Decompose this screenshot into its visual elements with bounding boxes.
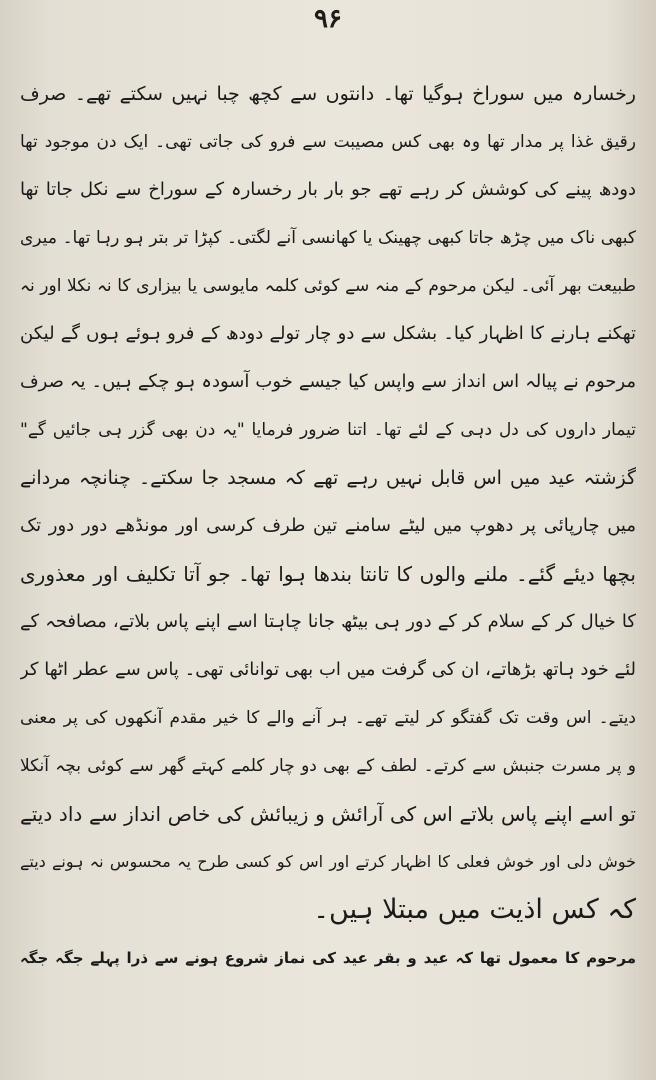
text-line: طبیعت بھر آئی۔ لیکن مرحوم کے منہ سے کوئی کلمہ مایوسی یا بیزاری کا نہ نکلا اور نہ — [20, 276, 636, 296]
text-line: کا خیال کر کے سلام کر کے دور ہی بیٹھ جانا چاہتا اسے اپنے پاس بلاتے، مصافحہ کے — [20, 611, 636, 632]
text-line: خوش دلی اور خوش فعلی کا اظہار کرتے اور اس کو کسی طرح یہ محسوس نہ ہونے دیتے — [20, 852, 636, 871]
text-line: دیتے۔ اس وقت تک گفتگو کر لیتے تھے۔ ہر آنے والے کا خیر مقدم آنکھوں کی پر معنی — [20, 708, 636, 728]
text-line: تیمار داروں کی دل دہی کے لئے تھا۔ اتنا ضرور فرمایا "یہ دن بھی گزر ہی جائیں گے" — [20, 420, 636, 440]
text-line: مرحوم کا معمول تھا کہ عید و بقر عید کی نماز شروع ہونے سے ذرا پہلے جگہ جگہ — [20, 949, 636, 967]
text-line: مرحوم نے پیالہ اس انداز سے واپس کیا جیسے خوب آسودہ ہو چکے ہیں۔ یہ صرف — [20, 371, 636, 392]
page-number: ۹۶ — [314, 4, 342, 34]
text-line: کبھی ناک میں چڑھ جاتا کبھی چھینک یا کھانسی آنے لگتی۔ کپڑا تر بتر ہو رہا تھا۔ میری — [20, 228, 636, 248]
text-line: بچھا دیئے گئے۔ ملنے والوں کا تانتا بندھا ہوا تھا۔ جو آتا تکلیف اور معذوری — [20, 562, 636, 586]
text-line: دودھ پینے کی کوشش کر رہے تھے جو بار بار رخسارہ کے سوراخ سے نکل جاتا تھا — [20, 179, 636, 200]
text-line: میں چارپائی پر دھوپ میں لیٹے سامنے تین طرف کرسی اور مونڈھے دور دور تک — [20, 515, 636, 536]
text-line: تو اسے اپنے پاس بلاتے اس کی آرائش و زیبائش کی خاص انداز سے داد دیتے — [20, 802, 636, 826]
text-line: گزشتہ عید میں اس قابل نہیں رہے تھے کہ مسجد جا سکتے۔ چنانچہ مردانے — [20, 467, 636, 489]
text-line: لئے خود ہاتھ بڑھاتے، ان کی گرفت میں اب بھی توانائی تھی۔ پاس سے عطر اٹھا کر — [20, 659, 636, 680]
text-line: تھکنے ہارنے کا اظہار کیا۔ بشکل سے دو چار تولے دودھ کے فرو ہوئے ہوں گے لیکن — [20, 323, 636, 344]
text-line: رخسارہ میں سوراخ ہوگیا تھا۔ دانتوں سے کچھ چبا نہیں سکتے تھے۔ صرف — [20, 83, 636, 105]
text-line: کہ کس اذیت میں مبتلا ہیں۔ — [313, 894, 636, 925]
text-line: و پر مسرت جنبش سے کرتے۔ لطف کے بھی دو چار کلمے کہتے گھر سے کوئی بچہ آنکلا — [20, 756, 636, 776]
text-line: رقیق غذا پر مدار تھا وہ بھی کس مصیبت سے فرو کی جاتی تھی۔ ایک دن موجود تھا — [20, 132, 636, 152]
body-text — [20, 70, 636, 982]
